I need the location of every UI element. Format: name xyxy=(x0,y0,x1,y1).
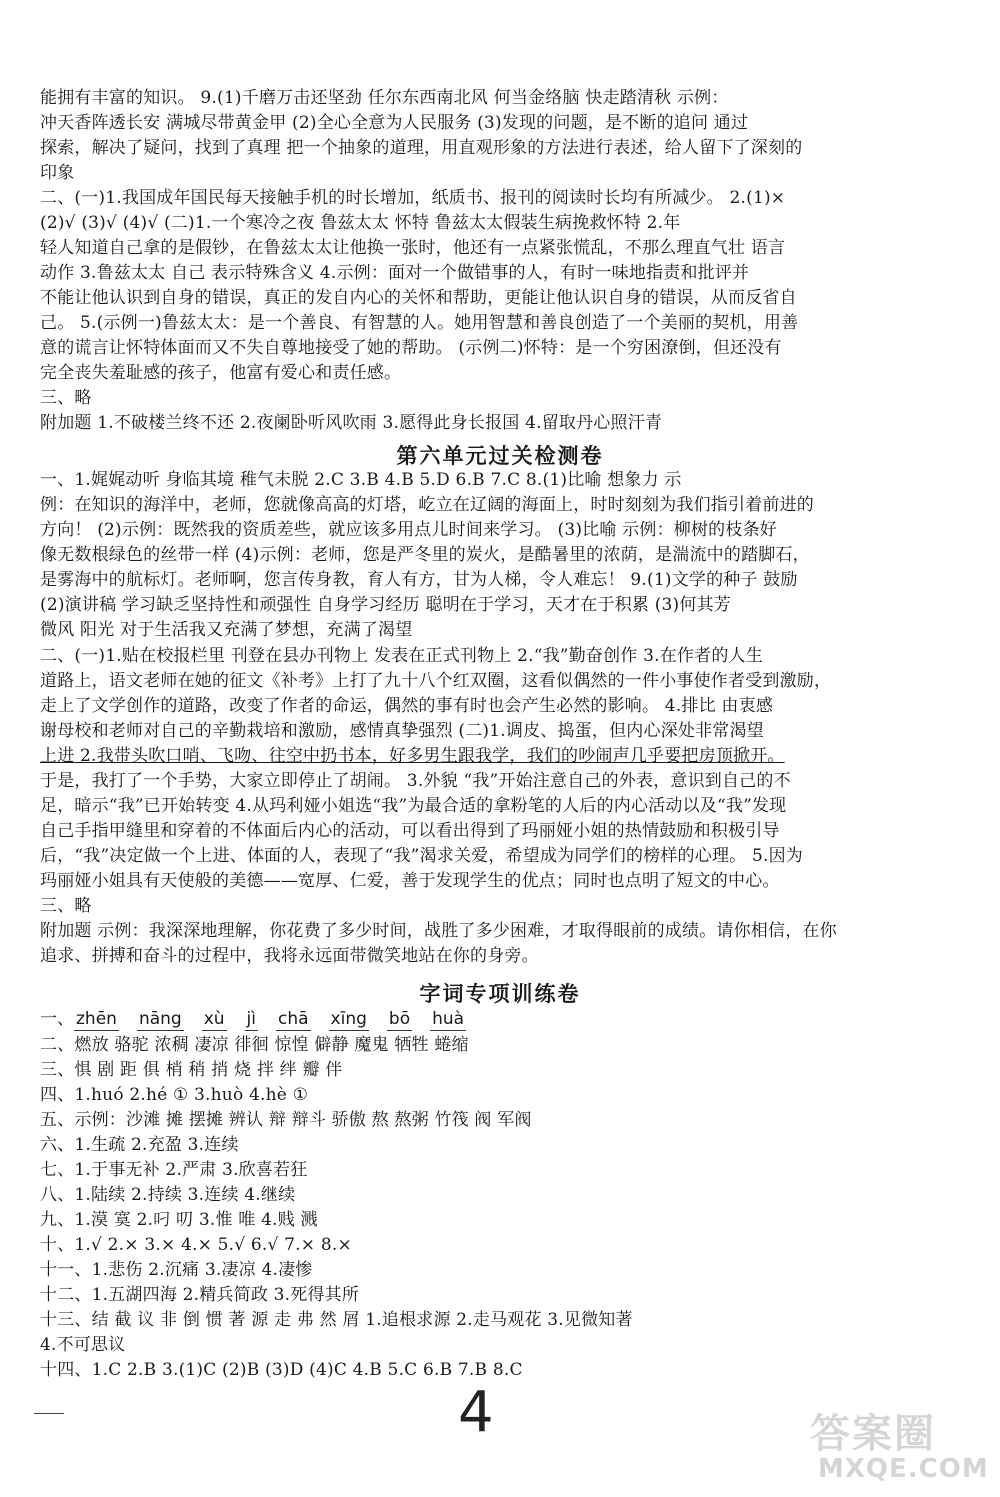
pinyin-row xyxy=(40,1008,484,1031)
text-line: 自己手指甲缝里和穿着的不体面后内心的活动，可以看出得到了玛丽娅小姐的热情鼓励和积极引导 xyxy=(40,821,780,841)
text-line: 十、1.√ 2.× 3.× 4.× 5.√ 6.√ 7.× 8.× xyxy=(40,1235,352,1255)
pinyin-item: bō xyxy=(388,1009,411,1029)
pinyin-item: jì xyxy=(246,1009,256,1029)
underlined-line: 上进 2.我带头吹口哨、飞吻、往空中扔书本，好多男生跟我学，我们的吵闹声几乎要把房顶掀开。 xyxy=(40,746,785,766)
text-line: 八、1.陆续 2.持续 3.连续 4.继续 xyxy=(40,1185,296,1205)
text-line: 三、略 xyxy=(40,388,92,408)
pinyin-item: xù xyxy=(203,1009,225,1029)
watermark-logo xyxy=(800,1402,990,1492)
text-line: 玛丽娅小姐具有天使般的美德——宽厚、仁爱，善于发现学生的优点；同时也点明了短文的中心。 xyxy=(40,871,780,891)
text-line: 谢母校和老师对自己的辛勤栽培和激励，感情真挚强烈 (二)1.调皮、捣蛋，但内心深处非常渴望 xyxy=(40,721,764,741)
bonus-line: 附加题 1.不破楼兰终不还 2.夜阑卧听风吹雨 3.愿得此身长报国 4.留取丹心照汗青 xyxy=(40,413,663,433)
text-line: 七、1.于事无补 2.严肃 3.欣喜若狂 xyxy=(40,1160,308,1180)
page-number: 4 xyxy=(458,1380,494,1445)
text-line: 探索，解决了疑问，找到了真理 把一个抽象的道理，用直观形象的方法进行表述，给人留下了深刻的 xyxy=(40,138,803,158)
text-line: 道路上，语文老师在她的征文《补考》上打了九十八个红双圈，这看似偶然的一件小事使作者受到激励， xyxy=(40,671,832,691)
watermark-url: MXQE.COM xyxy=(818,1454,989,1484)
text-line: 三、略 xyxy=(40,896,92,916)
text-line: 一、1.娓娓动听 身临其境 稚气未脱 2.C 3.B 4.B 5.D 6.B 7.C 8.(1)比喻 想象力 示 xyxy=(40,470,682,490)
text-line: 冲天香阵透长安 满城尽带黄金甲 (2)全心全意为人民服务 (3)发现的问题，是不断的追问 通过 xyxy=(40,113,749,133)
text-line: 微风 阳光 对于生活我又充满了梦想，充满了渴望 xyxy=(40,620,413,640)
text-line: 于是，我打了一个手势，大家立即停止了胡闹。 3.外貌 “我”开始注意自己的外表，意识到自己的不 xyxy=(40,771,791,791)
text-line: 是雾海中的航标灯。老师啊，您言传身教，育人有方，甘为人梯，令人难忘！ 9.(1)文学的种子 鼓励 xyxy=(40,570,798,590)
text-line: 己。 5.(示例一)鲁兹太太：是一个善良、有智慧的人。她用智慧和善良创造了一个美丽的契机，用善 xyxy=(40,313,799,333)
text-line: 六、1.生疏 2.充盈 3.连续 xyxy=(40,1135,239,1155)
text-line: 完全丧失羞耻感的孩子，他富有爱心和责任感。 xyxy=(40,363,402,383)
text-line: 4.不可思议 xyxy=(40,1335,126,1355)
text-line: 动作 3.鲁兹太太 自己 表示特殊含义 4.示例：面对一个做错事的人，有时一味地指责和批评并 xyxy=(40,263,750,283)
pinyin-item: xīng xyxy=(330,1009,367,1029)
pinyin-item: zhēn xyxy=(76,1009,117,1029)
footer-rule xyxy=(34,1413,64,1414)
pinyin-prefix: 一、 xyxy=(40,1009,74,1029)
text-line: 二、(一)1.我国成年国民每天接触手机的时长增加，纸质书、报刊的阅读时长均有所减少。 2.(1)× xyxy=(40,188,786,208)
text-line: 方向！ (2)示例：既然我的资质差些，就应该多用点儿时间来学习。 (3)比喻 示例：柳树的枝条好 xyxy=(40,520,777,540)
pinyin-item: huà xyxy=(432,1009,465,1029)
bonus-line: 附加题 示例：我深深地理解，你花费了多少时间，战胜了多少困难，才取得眼前的成绩。请你相信，在你 xyxy=(40,921,837,941)
text-line: 后，“我”决定做一个上进、体面的人，表现了“我”渴求关爱，希望成为同学们的榜样的心理。 5.因为 xyxy=(40,846,803,866)
text-line: 二、(一)1.贴在校报栏里 刊登在县办刊物上 发表在正式刊物上 2.“我”勤奋创作 3.在作者的人生 xyxy=(40,646,763,666)
text-line: 五、示例：沙滩 摊 摆摊 辨认 辩 辩斗 骄傲 熬 熬粥 竹筏 阀 军阀 xyxy=(40,1110,532,1130)
pinyin-item: nāng xyxy=(138,1009,182,1029)
text-line: 印象 xyxy=(40,163,75,183)
text-line: 追求、拼搏和奋斗的过程中，我将永远面带微笑地站在你的身旁。 xyxy=(40,946,539,966)
text-line: 三、惧 剧 距 俱 梢 稍 捎 烧 拌 绊 瓣 伴 xyxy=(40,1060,343,1080)
text-line: 意的谎言让怀特体面而又不失自尊地接受了她的帮助。 (示例二)怀特：是一个穷困潦倒，但还没有 xyxy=(40,338,782,358)
text-line: 能拥有丰富的知识。 9.(1)千磨万击还坚劲 任尔东西南北风 何当金络脑 快走踏清秋 示例： xyxy=(40,88,729,108)
text-line: 足，暗示“我”已开始转变 4.从玛利娅小姐选“我”为最合适的拿粉笔的人后的内心活动以及“我”发现 xyxy=(40,796,787,816)
text-line: 例：在知识的海洋中，老师，您就像高高的灯塔，屹立在辽阔的海面上，时时刻刻为我们指引着前进的 xyxy=(40,495,814,515)
text-line: 十四、1.C 2.B 3.(1)C (2)B (3)D (4)C 4.B 5.C 6.B 7.B 8.C xyxy=(40,1360,523,1380)
text-line: 十三、结 截 议 非 倒 惯 著 源 走 弗 然 屑 1.追根求源 2.走马观花 3.见微知著 xyxy=(40,1310,633,1330)
text-line: 十一、1.悲伤 2.沉痛 3.凄凉 4.凄惨 xyxy=(40,1260,313,1280)
pinyin-item: chā xyxy=(278,1009,309,1029)
text-line: 九、1.漠 寞 2.叼 叨 3.惟 唯 4.贱 溅 xyxy=(40,1210,318,1230)
text-line: 像无数根绿色的丝带一样 (4)示例：老师，您是严冬里的炭火，是酷暑里的浓荫，是湍流中的踏脚石， xyxy=(40,545,810,565)
text-line: 十二、1.五湖四海 2.精兵简政 3.死得其所 xyxy=(40,1285,360,1305)
section-title-words: 字词专项训练卷 xyxy=(419,982,581,1006)
text-line: 不能让他认识到自身的错误，真正的发自内心的关怀和帮助，更能让他认识自身的错误，从而反省自 xyxy=(40,288,797,308)
text-line: 走上了文学创作的道路，改变了作者的命运，偶然的事有时也会产生必然的影响。 4.排比 由衷感 xyxy=(40,696,774,716)
watermark-text: 答案圈 xyxy=(810,1411,936,1457)
section-title-unit6: 第六单元过关检测卷 xyxy=(396,444,604,468)
text-line: (2)√ (3)√ (4)√ (二)1.一个寒冷之夜 鲁兹太太 怀特 鲁兹太太假装生病挽救怀特 2.年 xyxy=(40,213,681,233)
text-line: 轻人知道自己拿的是假钞，在鲁兹太太让他换一张时，他还有一点紧张慌乱，不那么理直气壮 语言 xyxy=(40,238,786,258)
text-line: (2)演讲稿 学习缺乏坚持性和顽强性 自身学习经历 聪明在于学习，天才在于积累 (3)何其芳 xyxy=(40,595,731,615)
text-line: 四、1.huó 2.hé ① 3.huò 4.hè ① xyxy=(40,1085,309,1105)
text-line: 二、燃放 骆驼 浓稠 凄凉 徘徊 惊惶 僻静 魔鬼 牺牲 蜷缩 xyxy=(40,1035,469,1055)
